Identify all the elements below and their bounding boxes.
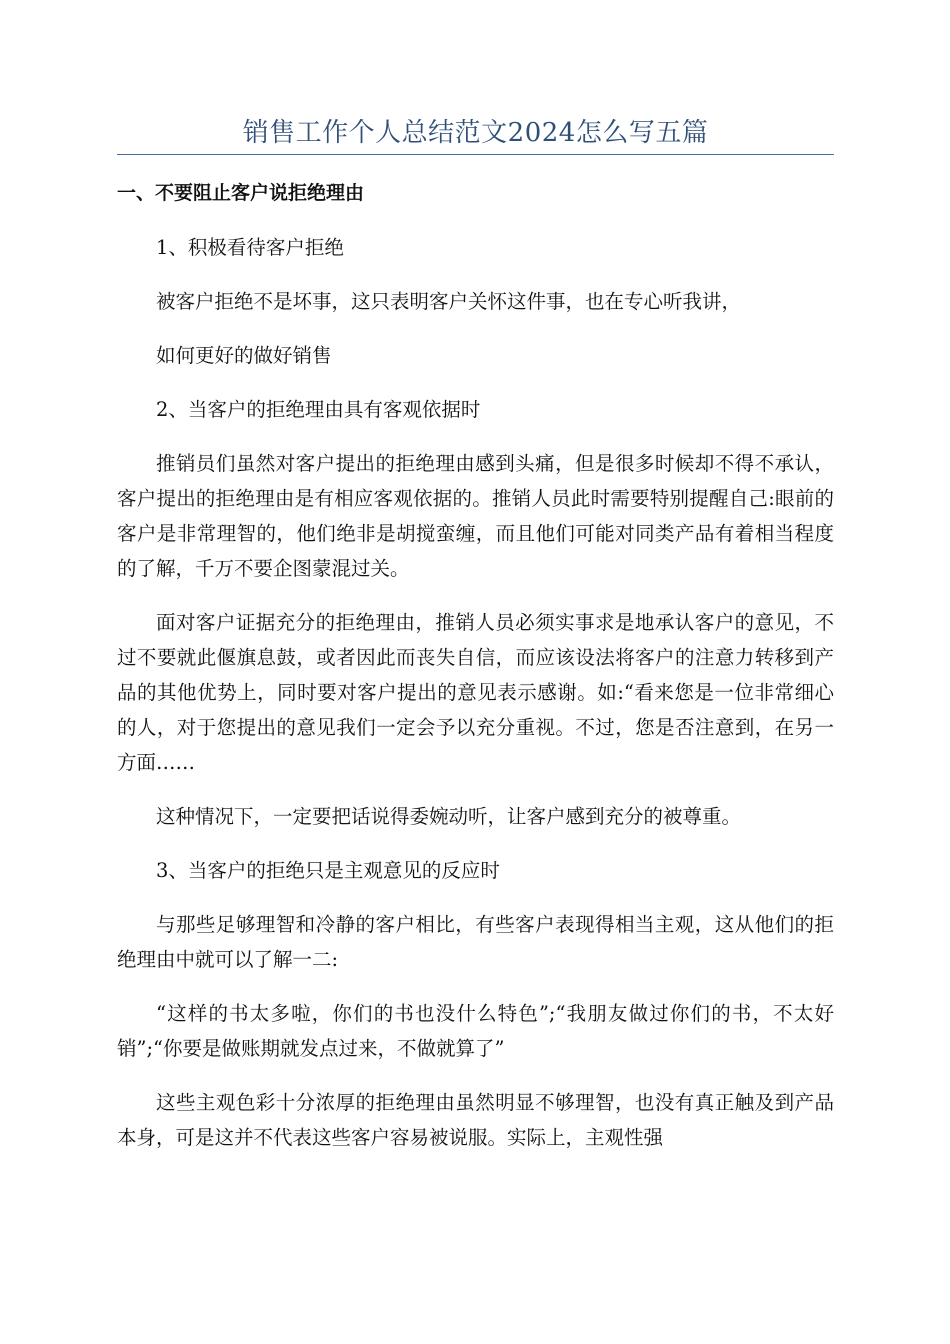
- paragraph: “这样的书太多啦，你们的书也没什么特色”;“我朋友做过你们的书，不太好销”;“你要是做账期就发点过来，不做就算了”: [117, 1002, 834, 1060]
- paragraph: 面对客户证据充分的拒绝理由，推销人员必须实事求是地承认客户的意见，不过不要就此偃旗息鼓，或者因此而丧失自信，而应该设法将客户的注意力转移到产品的其他优势上，同时要对客户提出的意见表示感谢。如:“看来您是一位非常细心的人，对于您提出的意见我们一定会予以充分重视。不过，您是否注意到，在另一方面……: [117, 611, 834, 774]
- paragraph: 3、当客户的拒绝只是主观意见的反应时: [156, 859, 500, 882]
- paragraph: 推销员们虽然对客户提出的拒绝理由感到头痛，但是很多时候却不得不承认，客户提出的拒绝理由是有相应客观依据的。推销人员此时需要特别提醒自己:眼前的客户是非常理智的，他们绝非是胡搅蛮缠，而且他们可能对同类产品有着相当程度的了解，千万不要企图蒙混过关。: [117, 452, 834, 580]
- paragraph: 1、积极看待客户拒绝: [156, 236, 344, 259]
- paragraph: 这种情况下，一定要把话说得委婉动听，让客户感到充分的被尊重。: [156, 805, 742, 828]
- document-title: 销售工作个人总结范文2024怎么写五篇: [242, 118, 709, 148]
- paragraph: 2、当客户的拒绝理由具有客观依据时: [156, 398, 481, 421]
- title-underline: [117, 154, 834, 155]
- paragraph: 如何更好的做好销售: [156, 344, 332, 367]
- paragraph: 这些主观色彩十分浓厚的拒绝理由虽然明显不够理智，也没有真正触及到产品本身，可是这并不代表这些客户容易被说服。实际上，主观性强: [117, 1091, 834, 1149]
- document-body: [117, 176, 834, 1155]
- paragraph: 与那些足够理智和冷静的客户相比，有些客户表现得相当主观，这从他们的拒绝理由中就可以了解一二:: [117, 913, 834, 971]
- paragraph: 被客户拒绝不是坏事，这只表明客户关怀这件事，也在专心听我讲，: [156, 290, 742, 313]
- section-heading: 一、不要阻止客户说拒绝理由: [117, 182, 365, 204]
